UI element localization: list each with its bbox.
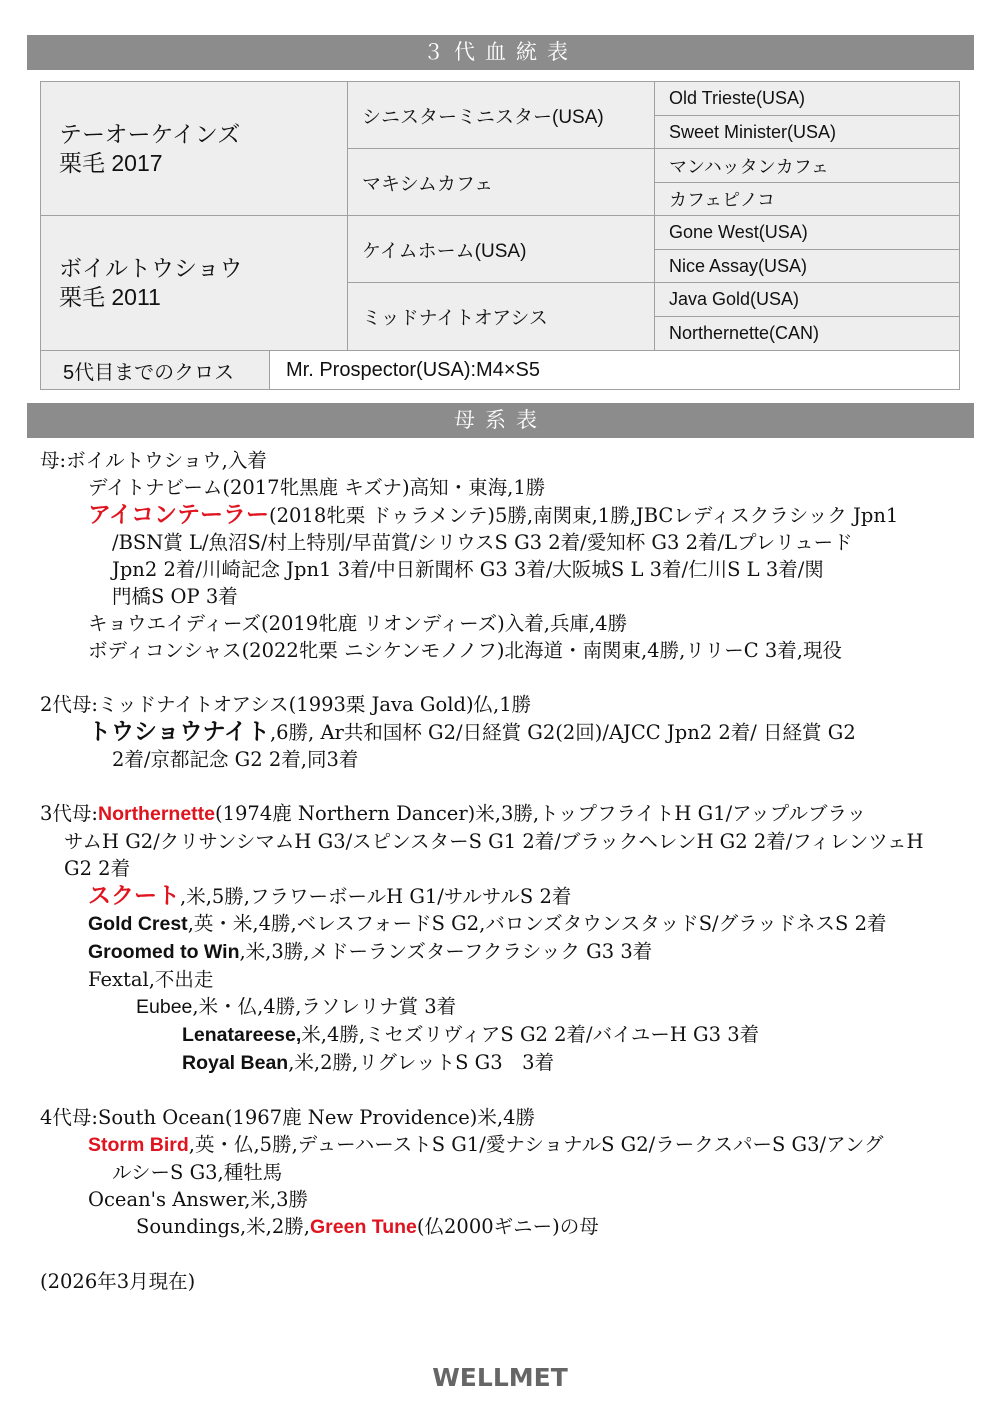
horse-name: Gold Crest: [88, 913, 188, 935]
family-entry: Soundings,米,2勝,Green Tune(仏2000ギニー)の母: [136, 1215, 599, 1238]
horse-name: Storm Bird: [88, 1134, 189, 1156]
family-entry: Groomed to Win,米,3勝,メドーランズターフクラシック G3 3着: [88, 940, 653, 963]
dam-line: 母:ボイルトウショウ,入着: [40, 449, 267, 472]
g3-cell: Sweet Minister(USA): [654, 115, 960, 149]
family-entry: トウショウナイト,6勝, Ar共和国杯 G2/日経賞 G2(2回)/AJCC Jpn2 2着/ 日経賞 G2: [88, 718, 856, 744]
family-entry-cont: G2 2着: [64, 857, 131, 880]
sire-cell: テーオーケインズ 栗毛 2017: [40, 81, 348, 216]
dam-dam-cell: ミッドナイトオアシス: [347, 282, 655, 351]
family-entry: Ocean's Answer,米,3勝: [88, 1188, 309, 1211]
family-entry-cont: Jpn2 2着/川崎記念 Jpn1 3着/中日新聞杯 G3 3着/大阪城S L 3着/仁川S L 3着/関: [112, 558, 824, 581]
family-entry-cont: ルシーS G3,種牡馬: [112, 1161, 283, 1184]
g3-cell: マンハッタンカフェ: [654, 148, 960, 183]
g3-cell: Old Trieste(USA): [654, 81, 960, 116]
cross-label: 5代目までのクロス: [40, 350, 270, 390]
g3-cell: Gone West(USA): [654, 215, 960, 250]
family-entry: ボディコンシャス(2022牝栗 ニシケンモノノフ)北海道・南関東,4勝,リリーC 3着,現役: [88, 639, 843, 662]
horse-name: Lenatareese,: [182, 1024, 302, 1046]
horse-name: アイコンテーラー: [88, 501, 270, 527]
horse-name: Northernette: [97, 803, 215, 825]
family-entry: アイコンテーラー(2018牝栗 ドゥラメンテ)5勝,南関東,1勝,JBCレディスクラシック Jpn1: [88, 501, 899, 527]
family-entry-cont: 門橋S OP 3着: [112, 585, 238, 608]
family-entry-cont: サムH G2/クリサンシマムH G3/スピンスターS G1 2着/ブラックヘレンH G2 2着/フィレンツェH: [64, 830, 924, 853]
g3-cell: カフェピノコ: [654, 182, 960, 216]
family-entry: キョウエイディーズ(2019牝鹿 リオンディーズ)入着,兵庫,4勝: [88, 612, 628, 635]
dam-sire-cell: ケイムホーム(USA): [347, 215, 655, 283]
third-dam-line: 3代母:Northernette(1974鹿 Northern Dancer)米,3勝,トップフライトH G1/アップルブラッ: [40, 802, 867, 825]
dam-cell: ボイルトウショウ 栗毛 2011: [40, 215, 348, 351]
family-entry: デイトナビーム(2017牝黒鹿 キズナ)高知・東海,1勝: [88, 476, 546, 499]
horse-name: Groomed to Win: [88, 941, 240, 963]
second-dam-line: 2代母:ミッドナイトオアシス(1993栗 Java Gold)仏,1勝: [40, 693, 532, 716]
pedigree-header: ３代血統表: [27, 35, 974, 70]
g3-cell: Java Gold(USA): [654, 282, 960, 317]
as-of-note: (2026年3月現在): [40, 1270, 196, 1293]
sire-dam-cell: マキシムカフェ: [347, 148, 655, 216]
family-header: 母系表: [27, 403, 974, 438]
family-entry: スクート,米,5勝,フラワーボールH G1/サルサルS 2着: [88, 882, 572, 908]
family-entry: Eubee,米・仏,4勝,ラソレリナ賞 3着: [136, 995, 457, 1018]
family-entry: Storm Bird,英・仏,5勝,デューハーストS G1/愛ナショナルS G2/ラークスパーS G3/アング: [88, 1133, 884, 1156]
horse-name: Green Tune: [310, 1216, 417, 1238]
wellmet-logo: WELLMET: [432, 1363, 568, 1392]
horse-name: Royal Bean: [182, 1052, 289, 1074]
family-entry: Gold Crest,英・米,4勝,ベレスフォードS G2,バロンズタウンスタッドS/グラッドネスS 2着: [88, 912, 887, 935]
horse-name: Eubee: [136, 996, 193, 1018]
family-entry: Royal Bean,米,2勝,リグレットS G3 3着: [182, 1051, 555, 1074]
family-table: [40, 447, 965, 1295]
fourth-dam-line: 4代母:South Ocean(1967鹿 New Providence)米,4勝: [40, 1106, 535, 1129]
sire-sire-cell: シニスターミニスター(USA): [347, 81, 655, 149]
family-entry: Fextal,不出走: [88, 968, 214, 991]
family-entry-cont: 2着/京都記念 G2 2着,同3着: [112, 748, 359, 771]
horse-name: トウショウナイト: [88, 718, 270, 744]
horse-name: スクート: [88, 882, 180, 908]
g3-cell: Northernette(CAN): [654, 316, 960, 351]
g3-cell: Nice Assay(USA): [654, 249, 960, 283]
family-entry: Lenatareese,米,4勝,ミセズリヴィアS G2 2着/バイユーH G3 3着: [182, 1023, 760, 1046]
family-entry-cont: /BSN賞 L/魚沼S/村上特別/早苗賞/シリウスS G3 2着/愛知杯 G3 2着/Lプレリュード: [112, 531, 853, 554]
pedigree-table: [40, 81, 960, 390]
cross-value: Mr. Prospector(USA):M4×S5: [269, 350, 960, 390]
